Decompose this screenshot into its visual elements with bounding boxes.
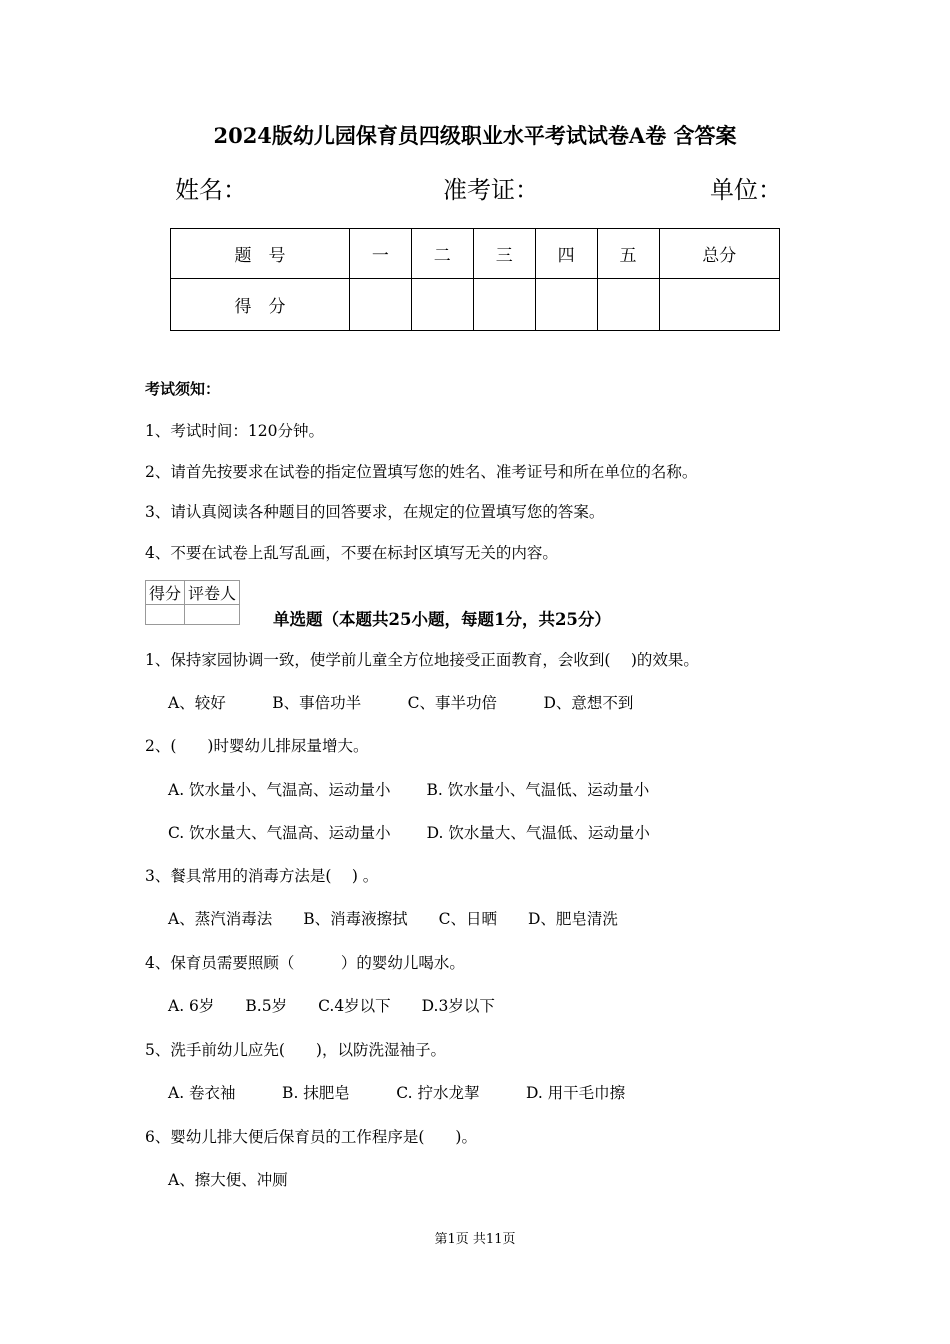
grader-score-field[interactable]: [146, 605, 185, 625]
question-1: 1、保持家园协调一致，使学前儿童全方位地接受正面教育，会收到( )的效果。: [145, 651, 699, 669]
question-3-options: A、蒸汽消毒法 B、消毒液擦拭 C、日晒 D、肥皂清洗: [168, 910, 618, 928]
question-2: 2、( )时婴幼儿排尿量增大。: [145, 737, 369, 755]
score-input-2[interactable]: [411, 279, 473, 331]
score-cell-5: 五: [597, 229, 659, 279]
score-input-4[interactable]: [535, 279, 597, 331]
score-cell-2: 二: [411, 229, 473, 279]
question-6-options: A、擦大便、冲厕: [168, 1171, 288, 1189]
score-input-5[interactable]: [597, 279, 659, 331]
question-3: 3、餐具常用的消毒方法是( ) 。: [145, 867, 379, 885]
question-6: 6、婴幼儿排大便后保育员的工作程序是( )。: [145, 1128, 477, 1146]
notice-item: 2、请首先按要求在试卷的指定位置填写您的姓名、准考证号和所在单位的名称。: [145, 463, 698, 481]
exam-id-label: 准考证：: [443, 176, 539, 204]
name-label: 姓名：: [175, 176, 247, 204]
score-cell-label: 题 号: [171, 229, 350, 279]
section-title: 单选题（本题共25小题，每题1分，共25分）: [273, 610, 611, 629]
score-input-3[interactable]: [473, 279, 535, 331]
score-table-score-row: [171, 279, 780, 331]
grader-table: [145, 580, 240, 625]
question-5-options: A. 卷衣袖 B. 抹肥皂 C. 拧水龙挈 D. 用干毛巾擦: [168, 1084, 626, 1102]
page-title: 2024版幼儿园保育员四级职业水平考试试卷A卷 含答案: [213, 123, 737, 148]
score-table: [170, 228, 780, 331]
score-row-label: 得 分: [171, 279, 350, 331]
score-cell-4: 四: [535, 229, 597, 279]
grader-name-field[interactable]: [185, 605, 240, 625]
question-2-options: C. 饮水量大、气温高、运动量小 D. 饮水量大、气温低、运动量小: [168, 824, 650, 842]
question-5: 5、洗手前幼儿应先( )，以防洗湿袖子。: [145, 1041, 446, 1059]
score-table-header-row: [171, 229, 780, 279]
question-2-options: A. 饮水量小、气温高、运动量小 B. 饮水量小、气温低、运动量小: [168, 781, 650, 799]
question-1-options: A、较好 B、事倍功半 C、事半功倍 D、意想不到: [168, 694, 634, 712]
notice-item: 4、不要在试卷上乱写乱画，不要在标封区填写无关的内容。: [145, 544, 558, 562]
page-footer: 第1页 共11页: [434, 1232, 516, 1247]
unit-label: 单位：: [710, 176, 782, 204]
notice-item: 1、考试时间：120分钟。: [145, 422, 324, 440]
question-4: 4、保育员需要照顾（ ）的婴幼儿喝水。: [145, 954, 465, 972]
score-input-total[interactable]: [659, 279, 779, 331]
notice-heading: 考试须知：: [145, 380, 221, 398]
grader-name-label: 评卷人: [185, 581, 240, 605]
score-cell-3: 三: [473, 229, 535, 279]
score-cell-total: 总分: [659, 229, 779, 279]
score-input-1[interactable]: [349, 279, 411, 331]
score-cell-1: 一: [349, 229, 411, 279]
question-4-options: A. 6岁 B.5岁 C.4岁以下 D.3岁以下: [168, 997, 495, 1015]
notice-item: 3、请认真阅读各种题目的回答要求，在规定的位置填写您的答案。: [145, 503, 605, 521]
grader-score-label: 得分: [146, 581, 185, 605]
